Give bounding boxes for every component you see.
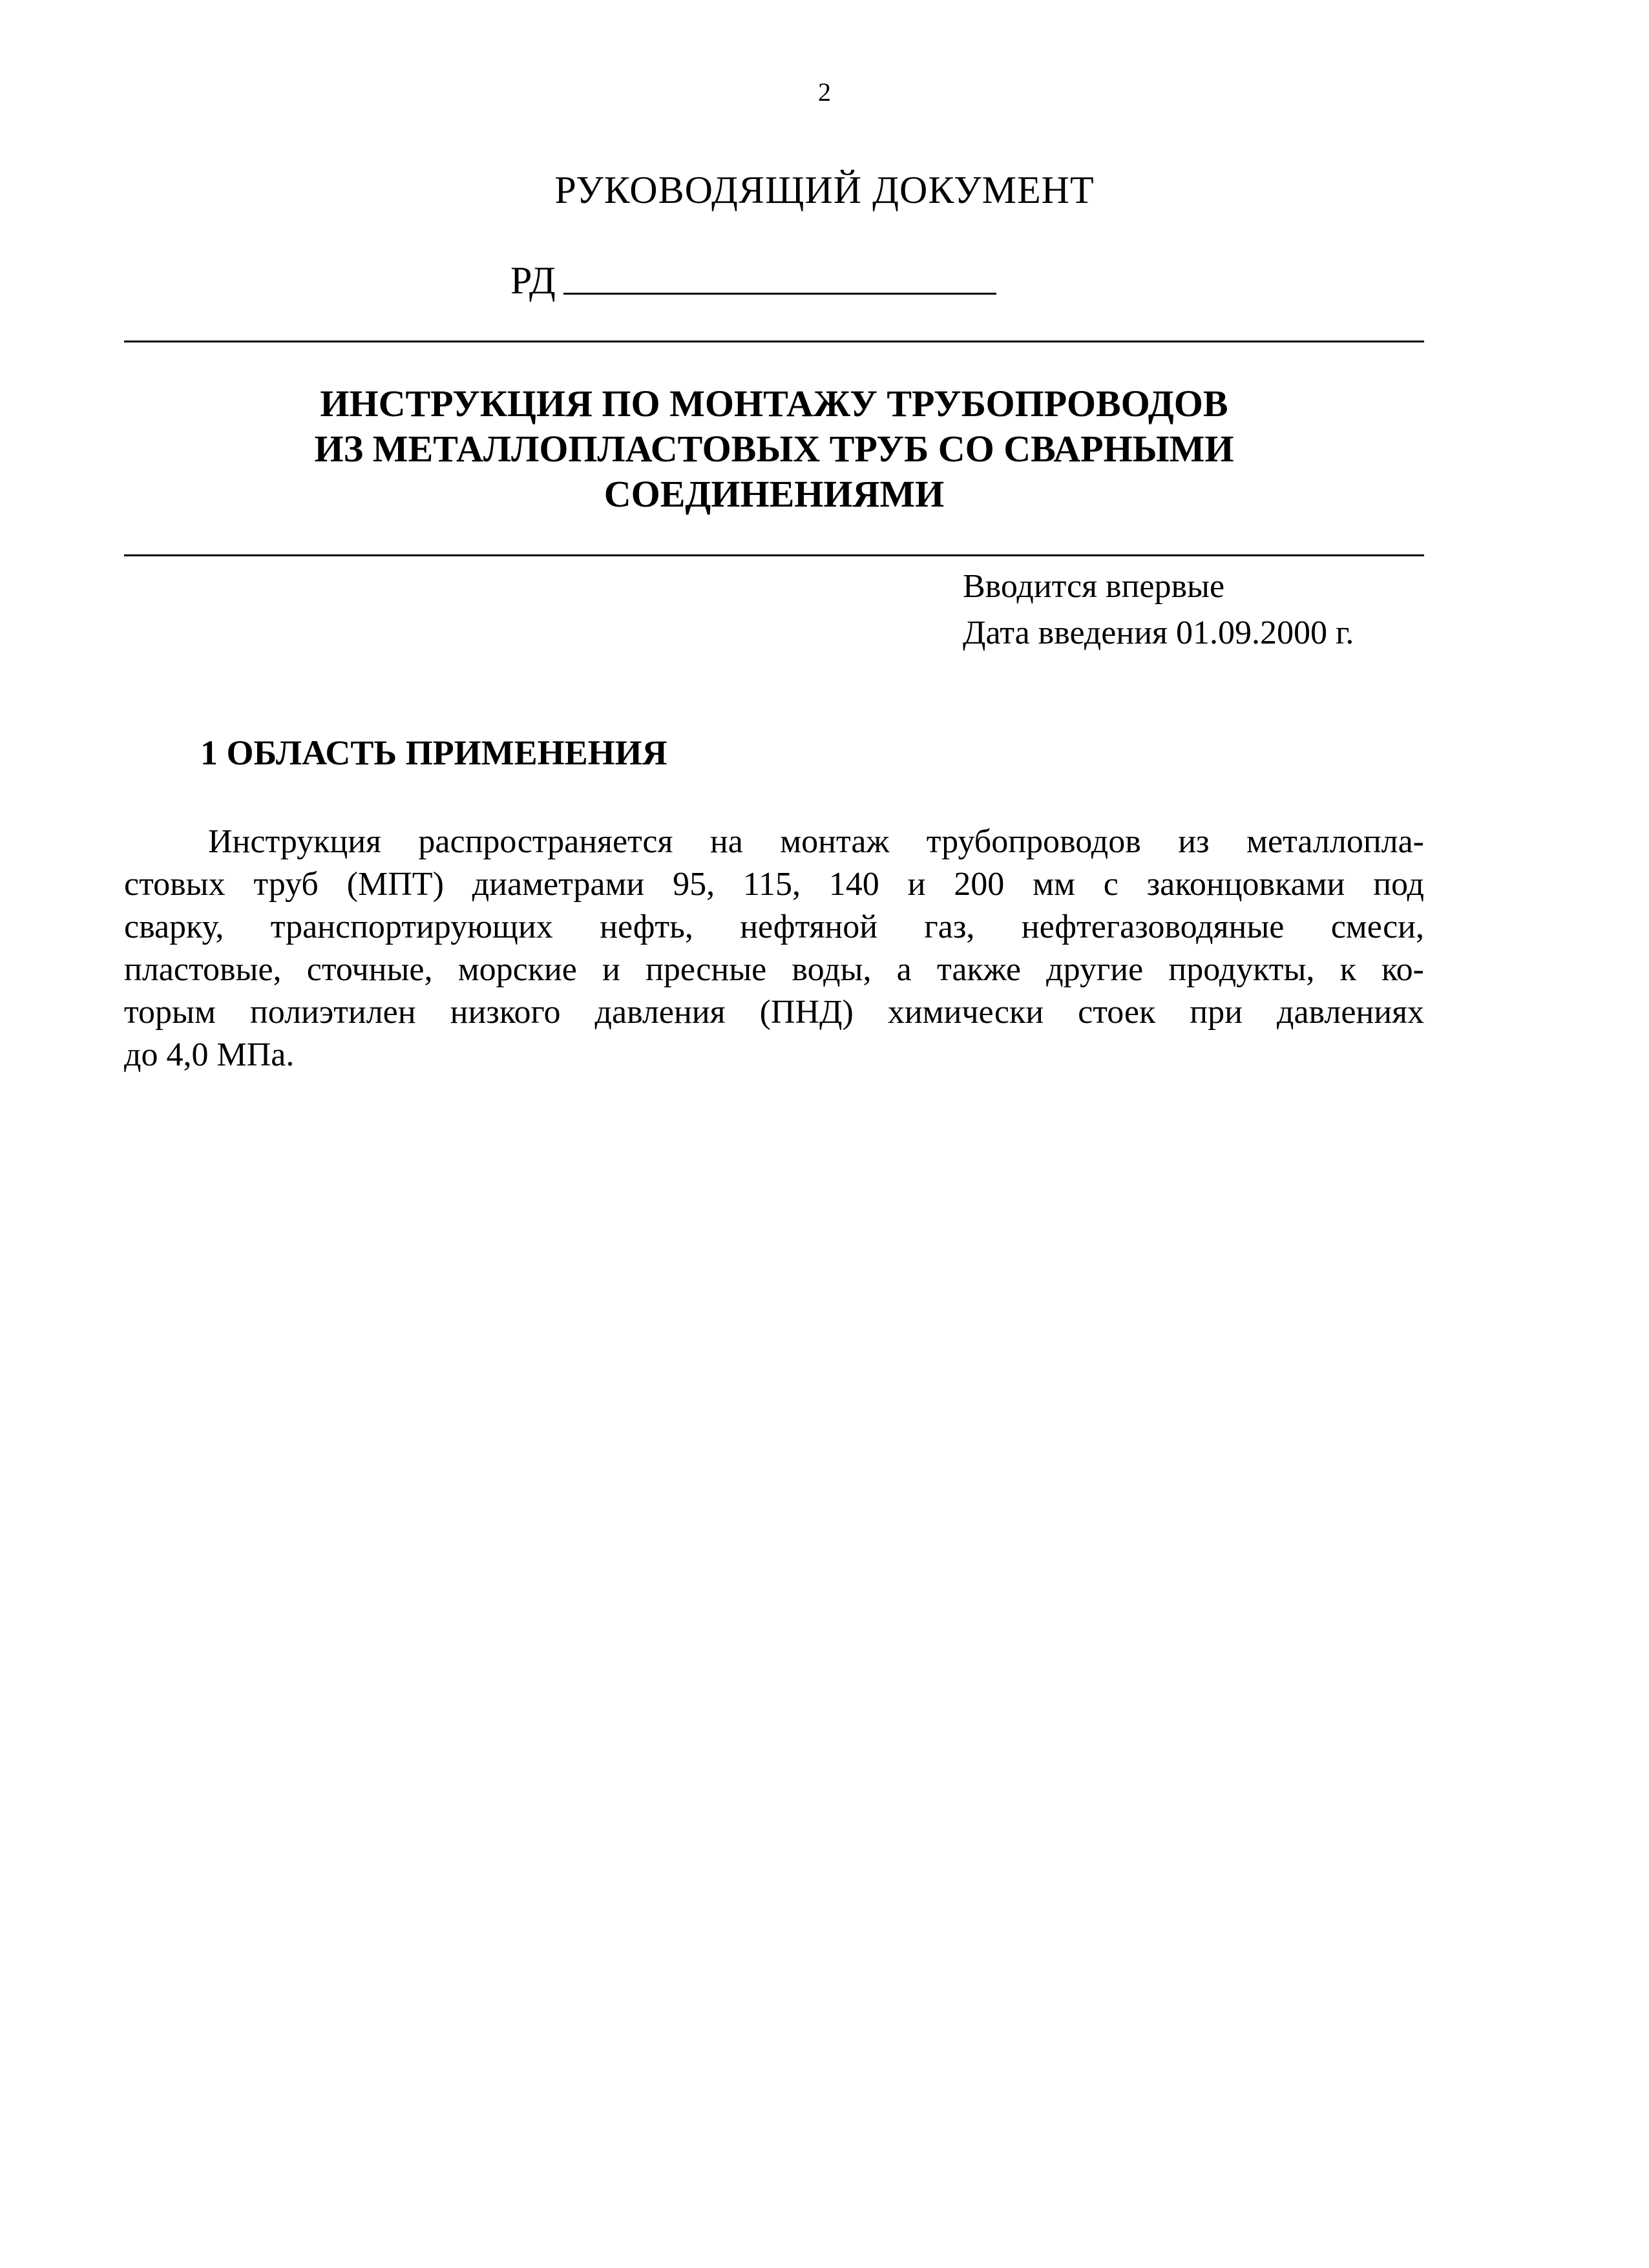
paragraph-line: торым полиэтилен низкого давления (ПНД) химически стоек при давлениях xyxy=(124,994,1424,1031)
rd-designation xyxy=(510,257,996,304)
title-bottom-rule xyxy=(124,554,1424,556)
introduction-info xyxy=(963,563,1354,656)
document-title-line: СОЕДИНЕНИЯМИ xyxy=(604,473,945,515)
page-number: 2 xyxy=(818,78,831,107)
paragraph-line: сварку, транспортирующих нефть, нефтяной газ, нефтегазоводяные смеси, xyxy=(124,908,1424,945)
document-title-line: ИНСТРУКЦИЯ ПО МОНТАЖУ ТРУБОПРОВОДОВ xyxy=(320,383,1228,425)
title-top-rule xyxy=(124,341,1424,342)
introduction-status: Вводится впервые xyxy=(963,568,1225,605)
paragraph-line: стовых труб (МПТ) диаметрами 95, 115, 140 и 200 мм с законцовками под xyxy=(124,866,1424,903)
document-title-line: ИЗ МЕТАЛЛОПЛАСТОВЫХ ТРУБ СО СВАРНЫМИ xyxy=(314,428,1234,470)
section-heading: 1 ОБЛАСТЬ ПРИМЕНЕНИЯ xyxy=(200,733,667,772)
paragraph-line: до 4,0 МПа. xyxy=(124,1036,295,1073)
paragraph-line: Инструкция распространяется на монтаж трубопроводов из металлопла- xyxy=(208,823,1424,860)
paragraph-line: пластовые, сточные, морские и пресные воды, а также другие продукты, к ко- xyxy=(124,951,1424,988)
rd-label: РД xyxy=(510,259,556,302)
introduction-date: Дата введения 01.09.2000 г. xyxy=(963,614,1354,651)
document-title xyxy=(124,381,1424,517)
section-paragraph xyxy=(124,821,1424,1076)
rd-number-blank xyxy=(563,293,996,295)
document-kind-heading: РУКОВОДЯЩИЙ ДОКУМЕНТ xyxy=(554,169,1095,211)
